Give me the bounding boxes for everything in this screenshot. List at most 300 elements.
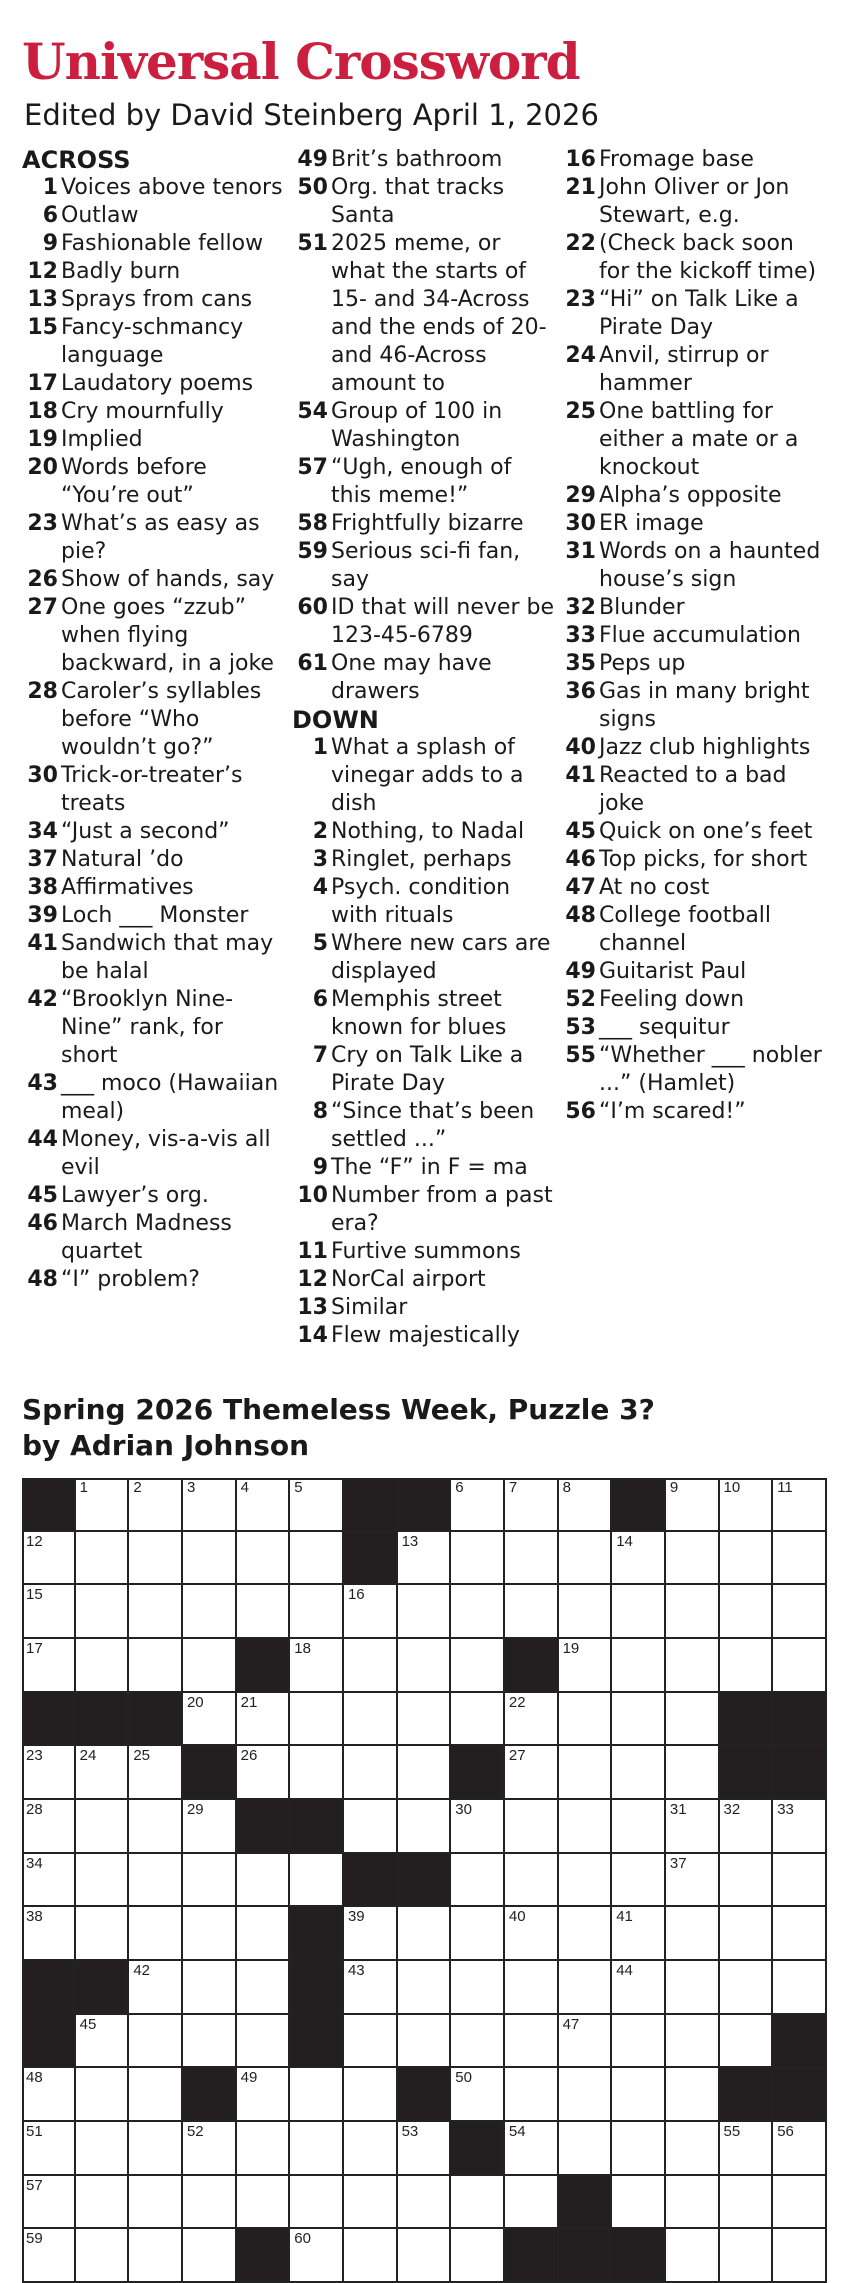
across-clue[interactable] [22,930,284,986]
grid-cell[interactable] [612,1585,666,1639]
grid-cell[interactable] [183,1907,237,1961]
grid-cell[interactable] [76,1478,130,1532]
grid-cell[interactable] [612,2122,666,2176]
grid-cell[interactable] [505,1532,559,1586]
grid-cell[interactable] [76,1746,130,1800]
grid-cell[interactable] [666,2176,720,2230]
down-clue[interactable] [292,1322,554,1350]
grid-cell[interactable] [344,1639,398,1693]
down-clue[interactable] [560,958,822,986]
grid-cell[interactable] [505,1585,559,1639]
grid-cell[interactable] [183,1800,237,1854]
grid-cell[interactable] [720,1639,774,1693]
grid-cell[interactable] [129,2229,183,2283]
grid-cell[interactable] [773,2122,827,2176]
grid-cell[interactable] [290,1639,344,1693]
down-clue[interactable] [292,874,554,930]
cell-number: 38 [26,1908,43,1926]
grid-cell[interactable] [559,1746,613,1800]
grid-cell[interactable] [129,1639,183,1693]
grid-cell[interactable] [183,2015,237,2069]
grid-cell[interactable] [398,1693,452,1747]
down-clue[interactable] [560,594,822,622]
grid-cell[interactable] [237,1585,291,1639]
down-clue[interactable] [560,230,822,286]
grid-cell[interactable] [451,1961,505,2015]
grid-cell[interactable] [344,1961,398,2015]
grid-cell[interactable] [612,1961,666,2015]
grid-cell[interactable] [451,2176,505,2230]
grid-cell[interactable] [22,2122,76,2176]
grid-cell[interactable] [237,1532,291,1586]
grid-cell[interactable] [505,2176,559,2230]
grid-cell[interactable] [398,1585,452,1639]
clue-text: (Check back soon for the kickoff time) [599,231,817,284]
grid-cell[interactable] [183,1693,237,1747]
grid-cell[interactable] [666,1585,720,1639]
grid-cell[interactable] [129,2015,183,2069]
grid-cell[interactable] [129,1746,183,1800]
grid-cell[interactable] [344,2176,398,2230]
grid-cell[interactable] [720,2122,774,2176]
black-square [183,1746,237,1800]
grid-cell[interactable] [773,1585,827,1639]
across-clue[interactable] [292,146,554,174]
grid-cell[interactable] [451,1585,505,1639]
grid-cell[interactable] [183,2122,237,2176]
grid-cell[interactable] [129,1585,183,1639]
grid-cell[interactable] [22,1907,76,1961]
cell-number: 55 [723,2122,741,2140]
grid-cell[interactable] [612,1532,666,1586]
clue-number: 43 [27,1071,58,1096]
grid-cell[interactable] [559,1961,613,2015]
grid-cell[interactable] [22,1532,76,1586]
grid-cell[interactable] [129,1478,183,1532]
grid-cell[interactable] [237,1854,291,1908]
grid-cell[interactable] [76,2068,130,2122]
grid-cell[interactable] [22,2176,76,2230]
grid-cell[interactable] [344,1693,398,1747]
grid-cell[interactable] [559,1639,613,1693]
grid-cell[interactable] [773,1800,827,1854]
grid-cell[interactable] [237,1478,291,1532]
grid-cell[interactable] [666,1746,720,1800]
grid-cell[interactable] [290,2176,344,2230]
grid-cell[interactable] [237,1961,291,2015]
grid-cell[interactable] [666,1800,720,1854]
grid-cell[interactable] [344,1907,398,1961]
down-clue[interactable] [560,650,822,678]
across-clue[interactable] [22,230,284,258]
grid-cell[interactable] [398,1532,452,1586]
grid-cell[interactable] [290,1585,344,1639]
grid-cell[interactable] [398,2122,452,2176]
grid-cell[interactable] [344,1800,398,1854]
grid-cell[interactable] [290,1746,344,1800]
grid-cell[interactable] [344,2229,398,2283]
grid-cell[interactable] [22,1639,76,1693]
grid-cell[interactable] [183,1478,237,1532]
grid-cell[interactable] [398,1961,452,2015]
grid-cell[interactable] [773,1532,827,1586]
grid-cell[interactable] [237,1746,291,1800]
puzzle-byline: by Adrian Johnson [22,1429,310,1462]
grid-cell[interactable] [505,2068,559,2122]
grid-cell[interactable] [76,1854,130,1908]
down-clue[interactable] [292,1154,554,1182]
grid-cell[interactable] [398,1746,452,1800]
down-clue[interactable] [560,482,822,510]
grid-cell[interactable] [451,1693,505,1747]
grid-cell[interactable] [22,1800,76,1854]
grid-cell[interactable] [129,1532,183,1586]
grid-cell[interactable] [76,1907,130,1961]
grid-cell[interactable] [505,1907,559,1961]
down-clue[interactable] [292,1294,554,1322]
clue-text: Nothing, to Nadal [331,819,525,844]
clue-number: 23 [27,511,58,536]
grid-cell[interactable] [237,2176,291,2230]
clue-number: 33 [565,623,596,648]
across-heading: ACROSS [22,146,131,174]
grid-cell[interactable] [129,1800,183,1854]
grid-cell[interactable] [559,2015,613,2069]
grid-cell[interactable] [773,1639,827,1693]
grid-cell[interactable] [290,2068,344,2122]
grid-cell[interactable] [344,2015,398,2069]
grid-cell[interactable] [612,1746,666,1800]
grid-cell[interactable] [76,2015,130,2069]
grid-cell[interactable] [773,1854,827,1908]
across-clue[interactable] [292,510,554,538]
grid-cell[interactable] [129,1907,183,1961]
grid-cell[interactable] [505,1961,559,2015]
clue-text: Laudatory poems [61,371,254,396]
grid-cell[interactable] [666,1854,720,1908]
clue-number: 42 [27,987,58,1012]
grid-cell[interactable] [22,1746,76,1800]
cell-number: 11 [777,1479,793,1496]
grid-cell[interactable] [183,2176,237,2230]
clue-number: 6 [42,203,58,228]
across-clue[interactable] [22,986,284,1070]
clue-number: 34 [27,819,58,844]
grid-cell[interactable] [559,1585,613,1639]
across-clue[interactable] [22,818,284,846]
grid-cell[interactable] [76,2229,130,2283]
grid-cell[interactable] [720,1478,774,1532]
grid-cell[interactable] [129,2176,183,2230]
grid-cell[interactable] [22,1585,76,1639]
grid-cell[interactable] [129,2122,183,2176]
grid-cell[interactable] [559,2068,613,2122]
across-clue[interactable] [22,846,284,874]
grid-cell[interactable] [344,2068,398,2122]
across-clue[interactable] [22,1210,284,1266]
down-clue[interactable] [292,1266,554,1294]
grid-cell[interactable] [398,1639,452,1693]
across-clue[interactable] [22,1266,284,1294]
grid-cell[interactable] [559,2122,613,2176]
across-clue[interactable] [22,286,284,314]
grid-cell[interactable] [720,1907,774,1961]
down-clue[interactable] [560,286,822,342]
grid-cell[interactable] [720,1800,774,1854]
grid-cell[interactable] [237,2068,291,2122]
grid-cell[interactable] [612,1800,666,1854]
clue-number: 56 [565,1099,596,1124]
grid-cell[interactable] [237,1693,291,1747]
crossword-grid[interactable] [22,1478,827,2283]
clue-number: 61 [297,651,328,676]
grid-cell[interactable] [773,2176,827,2230]
grid-cell[interactable] [451,1800,505,1854]
grid-cell[interactable] [290,1478,344,1532]
down-clue[interactable] [560,986,822,1014]
black-square [290,1907,344,1961]
across-clue[interactable] [292,594,554,650]
clue-number: 45 [565,819,596,844]
grid-cell[interactable] [720,2229,774,2283]
grid-cell[interactable] [290,2229,344,2283]
cell-number: 40 [508,1908,526,1926]
cell-number: 24 [79,1747,97,1765]
grid-cell[interactable] [451,2015,505,2069]
grid-cell[interactable] [398,1800,452,1854]
cell-number: 31 [669,1800,687,1818]
grid-cell[interactable] [451,1854,505,1908]
across-clue[interactable] [22,398,284,426]
grid-cell[interactable] [237,2122,291,2176]
down-clue[interactable] [560,538,822,594]
grid-cell[interactable] [720,1961,774,2015]
grid-cell[interactable] [183,1854,237,1908]
grid-cell[interactable] [666,1532,720,1586]
clue-number: 18 [27,399,58,424]
grid-cell[interactable] [612,1693,666,1747]
across-clue[interactable] [22,370,284,398]
across-clue[interactable] [22,510,284,566]
grid-cell[interactable] [720,1585,774,1639]
black-square [398,2068,452,2122]
across-clue[interactable] [22,174,284,202]
grid-cell[interactable] [398,2229,452,2283]
grid-cell[interactable] [237,1907,291,1961]
grid-cell[interactable] [612,2068,666,2122]
grid-cell[interactable] [505,1800,559,1854]
clue-column-across [22,146,284,1294]
grid-cell[interactable] [666,2122,720,2176]
grid-cell[interactable] [612,2015,666,2069]
grid-cell[interactable] [505,1854,559,1908]
grid-cell[interactable] [773,2229,827,2283]
down-clue[interactable] [560,398,822,482]
grid-cell[interactable] [505,1693,559,1747]
grid-cell[interactable] [666,1693,720,1747]
across-clue[interactable] [292,538,554,594]
down-clue[interactable] [560,902,822,958]
grid-cell[interactable] [773,1478,827,1532]
across-clue[interactable] [22,902,284,930]
clue-number: 9 [42,231,58,256]
grid-cell[interactable] [612,1639,666,1693]
across-clue[interactable] [22,762,284,818]
grid-cell[interactable] [398,1907,452,1961]
clue-column-middle [292,146,554,1350]
grid-cell[interactable] [129,1854,183,1908]
grid-cell[interactable] [505,1746,559,1800]
grid-cell[interactable] [559,1800,613,1854]
grid-cell[interactable] [612,1907,666,1961]
across-clue[interactable] [22,426,284,454]
across-clue[interactable] [22,454,284,510]
grid-cell[interactable] [398,2176,452,2230]
down-clue[interactable] [560,846,822,874]
grid-cell[interactable] [344,1746,398,1800]
grid-cell[interactable] [720,2015,774,2069]
grid-cell[interactable] [290,1854,344,1908]
grid-cell[interactable] [451,1478,505,1532]
grid-cell[interactable] [666,1639,720,1693]
grid-cell[interactable] [720,2176,774,2230]
down-clue[interactable] [560,1098,822,1126]
clue-number: 47 [565,875,596,900]
cell-number: 14 [616,1532,633,1550]
cell-number: 28 [26,1800,43,1818]
grid-cell[interactable] [76,1800,130,1854]
across-clue[interactable] [22,874,284,902]
across-clue[interactable] [22,594,284,678]
grid-cell[interactable] [183,1961,237,2015]
grid-cell[interactable] [559,1532,613,1586]
grid-cell[interactable] [666,2015,720,2069]
down-clue[interactable] [560,174,822,230]
grid-cell[interactable] [290,2122,344,2176]
across-clue[interactable] [292,174,554,230]
grid-cell[interactable] [183,1585,237,1639]
across-clue[interactable] [22,1126,284,1182]
grid-cell[interactable] [559,1478,613,1532]
across-clue[interactable] [22,678,284,762]
grid-cell[interactable] [237,2015,291,2069]
down-clue[interactable] [292,1182,554,1238]
clue-number: 49 [565,959,596,984]
down-clue[interactable] [560,146,822,174]
grid-cell[interactable] [76,2122,130,2176]
clue-number: 54 [297,399,328,424]
grid-cell[interactable] [22,2229,76,2283]
down-clue[interactable] [560,874,822,902]
down-clue[interactable] [292,930,554,986]
grid-cell[interactable] [666,1961,720,2015]
grid-cell[interactable] [76,1639,130,1693]
clue-text: What a splash of vinegar adds to a dish [331,735,524,816]
down-clue[interactable] [292,846,554,874]
grid-cell[interactable] [398,2015,452,2069]
across-clue[interactable] [22,1070,284,1126]
down-clue[interactable] [560,342,822,398]
across-clue[interactable] [22,566,284,594]
down-clue[interactable] [560,1042,822,1098]
grid-cell[interactable] [559,1854,613,1908]
down-clue[interactable] [560,818,822,846]
down-clue[interactable] [560,510,822,538]
grid-cell[interactable] [451,1639,505,1693]
across-clue[interactable] [22,314,284,370]
grid-cell[interactable] [451,1907,505,1961]
grid-cell[interactable] [344,2122,398,2176]
black-square [559,2176,613,2230]
down-clue[interactable] [560,1014,822,1042]
across-clue[interactable] [292,230,554,398]
grid-cell[interactable] [22,1854,76,1908]
grid-cell[interactable] [505,2122,559,2176]
grid-cell[interactable] [559,1693,613,1747]
grid-cell[interactable] [559,1907,613,1961]
down-clue[interactable] [560,734,822,762]
grid-cell[interactable] [666,1478,720,1532]
grid-cell[interactable] [505,1478,559,1532]
across-clue[interactable] [292,398,554,454]
grid-cell[interactable] [666,2068,720,2122]
across-clue[interactable] [22,202,284,230]
down-clue[interactable] [560,762,822,818]
grid-cell[interactable] [773,1907,827,1961]
grid-cell[interactable] [773,1961,827,2015]
down-clue[interactable] [292,986,554,1042]
grid-cell[interactable] [290,1532,344,1586]
grid-cell[interactable] [720,1532,774,1586]
grid-cell[interactable] [451,2229,505,2283]
grid-cell[interactable] [666,2229,720,2283]
grid-cell[interactable] [451,2068,505,2122]
grid-cell[interactable] [183,1639,237,1693]
grid-cell[interactable] [76,2176,130,2230]
across-clue[interactable] [22,1182,284,1210]
grid-cell[interactable] [290,1693,344,1747]
down-clue[interactable] [292,818,554,846]
clue-number: 3 [312,847,328,872]
down-clue[interactable] [292,1098,554,1154]
across-clue[interactable] [22,258,284,286]
grid-cell[interactable] [183,2229,237,2283]
grid-cell[interactable] [612,2176,666,2230]
grid-cell[interactable] [76,1585,130,1639]
grid-cell[interactable] [451,1532,505,1586]
grid-cell[interactable] [129,1961,183,2015]
grid-cell[interactable] [720,1854,774,1908]
grid-cell[interactable] [666,1907,720,1961]
down-clue[interactable] [292,734,554,818]
across-clue[interactable] [292,650,554,706]
down-clue[interactable] [560,678,822,734]
grid-cell[interactable] [76,1532,130,1586]
grid-cell[interactable] [505,2015,559,2069]
grid-cell[interactable] [612,1854,666,1908]
across-clue[interactable] [292,454,554,510]
grid-cell[interactable] [22,2068,76,2122]
cell-number: 5 [294,1479,303,1496]
cell-number: 19 [562,1639,580,1657]
down-clue[interactable] [292,1238,554,1266]
grid-cell[interactable] [183,1532,237,1586]
grid-cell[interactable] [344,1585,398,1639]
grid-cell[interactable] [129,2068,183,2122]
down-clue[interactable] [560,622,822,650]
down-clue[interactable] [292,1042,554,1098]
black-square [505,1639,559,1693]
